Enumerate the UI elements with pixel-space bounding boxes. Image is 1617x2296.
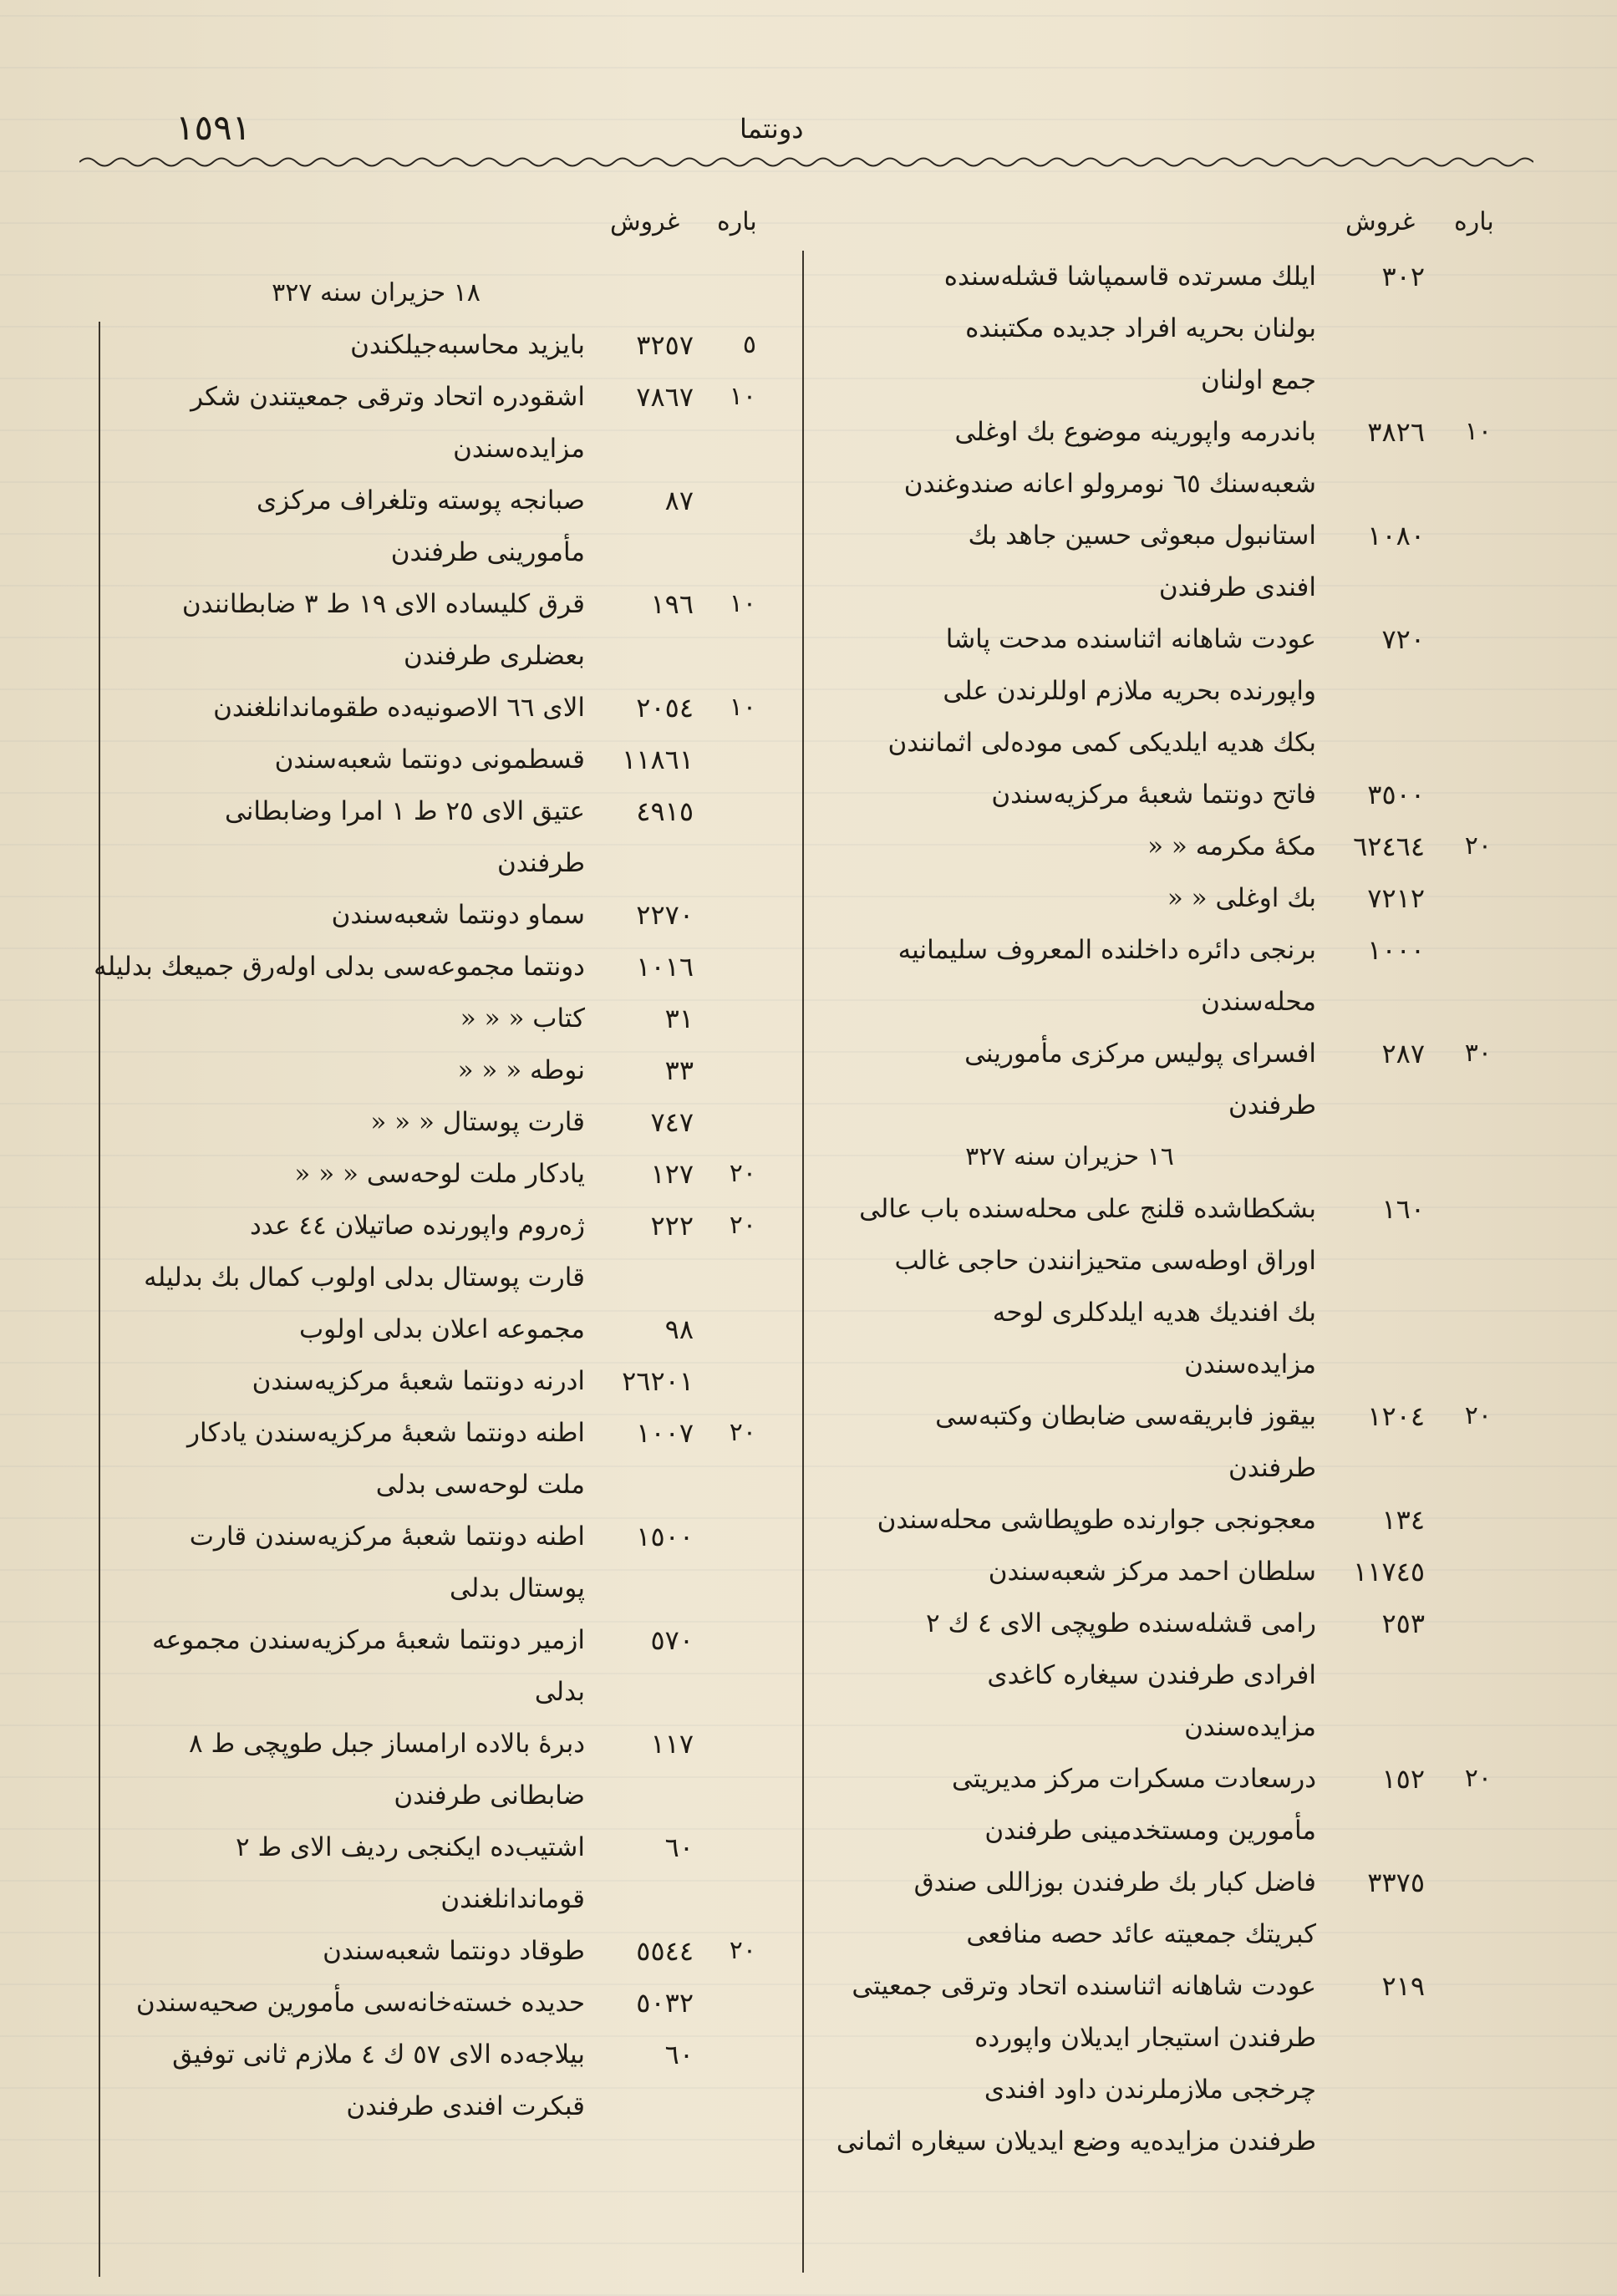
entry-text-line: طرفندن [497,848,585,878]
entry-kurus: ١٢٠٤ [1367,1400,1425,1432]
entry-para: ٢٠ [729,1211,756,1240]
entry-text-line: معجونجى جوارنده طوپطاشى محله‌سندن [877,1505,1316,1535]
entry-kurus: ٧٢٠ [1381,623,1425,655]
right-col-header-kurus: غروش [1345,207,1416,236]
entry-text-line: رامى قشله‌سنده طوپچى الاى ٤ ك ٢ [926,1608,1316,1638]
entry-para: ١٠ [729,382,756,411]
entry-para: ١٠ [729,693,756,722]
entry-text-line: مجموعه اعلان بدلى اولوب [298,1314,585,1344]
entry-text-line: شعبه‌سنك ٦٥ نومرولو اعانه صندوغندن [903,469,1316,499]
right-col-header-para: باره [1454,207,1494,236]
entry-kurus: ٣٣٧٥ [1367,1867,1425,1898]
entry-kurus: ٧٢١٢ [1367,882,1425,914]
entry-text-line: ايلك مسرتده قاسمپاشا قشله‌سنده [943,262,1316,292]
left-col-header-kurus: غروش [610,207,680,236]
entry-text-line: عتيق الاى ٢٥ ط ١ امرا وضابطانى [224,796,585,826]
entry-text-line: پوستال بدلى [450,1573,585,1603]
entry-text-line: طرفندن مزايده‌يه وضع ايديلان سيغاره اثمانى [836,2126,1316,2156]
entry-kurus: ٦٢٤٦٤ [1353,831,1425,862]
entry-para: ١٠ [729,589,756,618]
entry-text-line: مزايده‌سندن [1184,1712,1316,1742]
entry-text-line: اشتيب‌ده ايكنجى رديف الاى ط ٢ [236,1832,585,1862]
entry-kurus: ٥٧٠ [650,1624,694,1656]
entry-kurus: ٧٨٦٧ [636,381,694,413]
entry-text-line: دبرهٔ بالاده ارامساز جبل طوپچى ط ٨ [188,1729,585,1759]
entry-kurus: ٥٠٣٢ [636,1987,694,2019]
entry-text-line: طرفندن [1228,1090,1316,1120]
entry-para: ٢٠ [729,1418,756,1447]
entry-kurus: ١١٧ [650,1728,694,1760]
entry-text-line: افرادى طرفندن سيغاره كاغدى [987,1660,1316,1690]
entry-text-line: اطنه دونتما شعبهٔ مركزيه‌سندن يادكار [187,1418,585,1448]
entry-text-line: ادرنه دونتما شعبهٔ مركزيه‌سندن [252,1366,585,1396]
entry-text-line: ملت لوحه‌سى بدلى [375,1470,585,1500]
entry-text-line: افسراى پوليس مركزى مأمورينى [964,1039,1316,1069]
entry-text-line: واپورنده بحريه ملازم اوللرندن على [943,676,1316,706]
entry-text-line: ازمير دونتما شعبهٔ مركزيه‌سندن مجموعه [152,1625,585,1655]
entry-text-line: ضابطانى طرفندن [394,1780,585,1811]
entry-text-line: برنجى دائره داخلنده المعروف سليمانيه [897,935,1316,965]
entry-kurus: ٣٢٥٧ [636,329,694,361]
entry-text-line: مأمورين ومستخدمينى طرفندن [984,1816,1316,1846]
entry-text-line: قرق كليساده الاى ١٩ ط ٣ ضابطانندن [181,589,585,619]
entry-text-line: عودت شاهانه اثناسنده اتحاد وترقى جمعيتى [852,1971,1316,2001]
entry-text-line: الاى ٦٦ الاصونيه‌ده طقوماندانلغندن [213,693,585,723]
entry-text-line: سلطان احمد مركز شعبه‌سندن [988,1557,1316,1587]
entry-kurus: ٢٥٣ [1381,1608,1425,1639]
entry-para: ٥ [742,330,756,359]
entry-kurus: ١٠٠٠ [1367,934,1425,966]
entry-kurus: ٣١ [664,1003,694,1034]
entry-kurus: ٢٠٥٤ [636,692,694,724]
date-heading: ١٨ حزيران سنه ٣٢٧ [272,278,481,307]
entry-text-line: درسعادت مسكرات مركز مديريتى [952,1764,1316,1794]
left-col-header-para: باره [717,207,757,236]
entry-para: ٣٠ [1464,1039,1492,1068]
entry-text-line: حديده خسته‌خانه‌سى مأمورين صحيه‌سندن [135,1988,585,2018]
entry-text-line: طوقاد دونتما شعبه‌سندن [323,1936,585,1966]
entry-text-line: باندرمه واپورينه موضوع بك اوغلى [954,417,1316,447]
entry-text-line: بدلى [534,1677,585,1707]
entry-para: ٢٠ [1464,1764,1492,1793]
entry-kurus: ١١٧٤٥ [1353,1556,1425,1587]
entry-text-line: كتاب « « « [460,1003,585,1034]
entry-para: ٢٠ [729,1159,756,1188]
entry-kurus: ٥٥٤٤ [636,1935,694,1967]
entry-text-line: قسطمونى دونتما شعبه‌سندن [274,744,585,775]
entry-text-line: نوطه « « « [457,1055,585,1085]
entry-text-line: صبانجه پوسته وتلغراف مركزى [256,485,585,516]
entry-kurus: ٢١٩ [1381,1970,1425,2002]
entry-text-line: بك افنديك هديه ايلدكلرى لوحه [992,1298,1316,1328]
entry-kurus: ٢٢٧٠ [636,899,694,931]
entry-text-line: دونتما مجموعه‌سى بدلى اوله‌رق جميعك بدليله [94,952,585,982]
entry-text-line: فاضل كبار بك طرفندن بوزاللى صندق [913,1867,1316,1897]
date-heading: ١٦ حزيران سنه ٣٢٧ [965,1142,1174,1171]
entry-text-line: بكك هديه ايلديكى كمى موده‌لى اثمانندن [887,728,1316,758]
entry-text-line: بايزيد محاسبه‌جيلكندن [350,330,585,360]
entry-kurus: ٢٨٧ [1381,1038,1425,1069]
page-title: دونتما [740,113,804,145]
entry-text-line: ژه‌روم واپورنده صاتيلان ٤٤ عدد [249,1211,585,1241]
entry-kurus: ١٢٧ [650,1158,694,1190]
entry-text-line: فاتح دونتما شعبهٔ مركزيه‌سندن [991,780,1316,810]
entry-text-line: اشقودره اتحاد وترقى جمعيتندن شكر [191,382,585,412]
entry-kurus: ٣٨٢٦ [1367,416,1425,448]
entry-para: ٢٠ [1464,831,1492,861]
entry-text-line: مأمورينى طرفندن [390,537,585,567]
entry-kurus: ١٥٠٠ [636,1521,694,1552]
entry-kurus: ١٠١٦ [636,951,694,983]
entry-text-line: مزايده‌سندن [453,434,585,464]
entry-para: ٢٠ [1464,1401,1492,1430]
entry-kurus: ١٠٨٠ [1367,520,1425,551]
entry-kurus: ١٥٢ [1381,1763,1425,1795]
wavy-header-rule [79,155,1533,170]
entry-text-line: جمع اولنان [1200,365,1316,395]
entry-text-line: بك اوغلى « « [1167,883,1316,913]
entry-text-line: قوماندانلغندن [440,1884,585,1914]
entry-text-line: چرخجى ملازملرندن داود افندى [984,2075,1316,2105]
entry-text-line: قارت پوستال بدلى اولوب كمال بك بدليله [144,1262,585,1293]
entry-text-line: بعضلرى طرفندن [404,641,585,671]
entry-kurus: ٦٠ [664,2039,694,2070]
entry-text-line: اوراق اوطه‌سى متحيزانندن حاجى غالب [894,1246,1316,1276]
entry-text-line: اطنه دونتما شعبهٔ مركزيه‌سندن قارت [189,1521,585,1552]
entry-kurus: ٨٧ [664,485,694,516]
entry-text-line: بشكطاشده قلنج على محله‌سنده باب عالى [859,1194,1316,1224]
entry-kurus: ٧٤٧ [650,1106,694,1138]
entry-para: ١٠ [1464,417,1492,446]
entry-text-line: كبريتك جمعيته عائد حصه منافعى [966,1919,1316,1949]
entry-text-line: طرفندن [1228,1453,1316,1483]
entry-text-line: بيقوز فابريقه‌سى ضابطان وكتبه‌سى [935,1401,1316,1431]
entry-text-line: مزايده‌سندن [1184,1349,1316,1379]
entry-kurus: ٣٠٢ [1381,261,1425,292]
entry-kurus: ١٣٤ [1381,1504,1425,1536]
entry-text-line: يادكار ملت لوحه‌سى « « « [294,1159,585,1189]
entry-kurus: ٣٥٠٠ [1367,779,1425,810]
entry-kurus: ١٠٠٧ [636,1417,694,1449]
entry-text-line: استانبول مبعوثى حسين جاهد بك [968,521,1316,551]
entry-para: ٢٠ [729,1936,756,1965]
entry-kurus: ٩٨ [664,1313,694,1345]
entry-kurus: ٢٢٢ [650,1210,694,1242]
entry-kurus: ١٩٦ [650,588,694,620]
entry-kurus: ١١٨٦١ [622,744,694,775]
page-number: ١٥٩١ [175,107,252,148]
entry-kurus: ٣٣ [664,1054,694,1086]
entry-text-line: بيلاجه‌ده الاى ٥٧ ك ٤ ملازم ثانى توفيق [172,2039,585,2070]
entry-text-line: افندى طرفندن [1158,572,1316,602]
entry-text-line: بولنان بحريه افراد جديده مكتبنده [965,313,1316,343]
entry-text-line: مكهٔ مكرمه « « [1147,831,1316,861]
entry-text-line: عودت شاهانه اثناسنده مدحت پاشا [945,624,1316,654]
entry-kurus: ٦٠ [664,1831,694,1863]
entry-kurus: ٤٩١٥ [636,795,694,827]
entry-text-line: طرفندن استيجار ايديلان واپورده [974,2023,1316,2053]
entry-kurus: ٢٦٢٠١ [622,1365,694,1397]
entry-kurus: ١٦٠ [1381,1193,1425,1225]
center-column-divider [802,251,804,2273]
entry-text-line: سماو دونتما شعبه‌سندن [331,900,585,930]
entry-text-line: محله‌سندن [1201,987,1316,1017]
entry-text-line: قبكرت افندى طرفندن [346,2091,585,2121]
entry-text-line: قارت پوستال « « « [370,1107,585,1137]
